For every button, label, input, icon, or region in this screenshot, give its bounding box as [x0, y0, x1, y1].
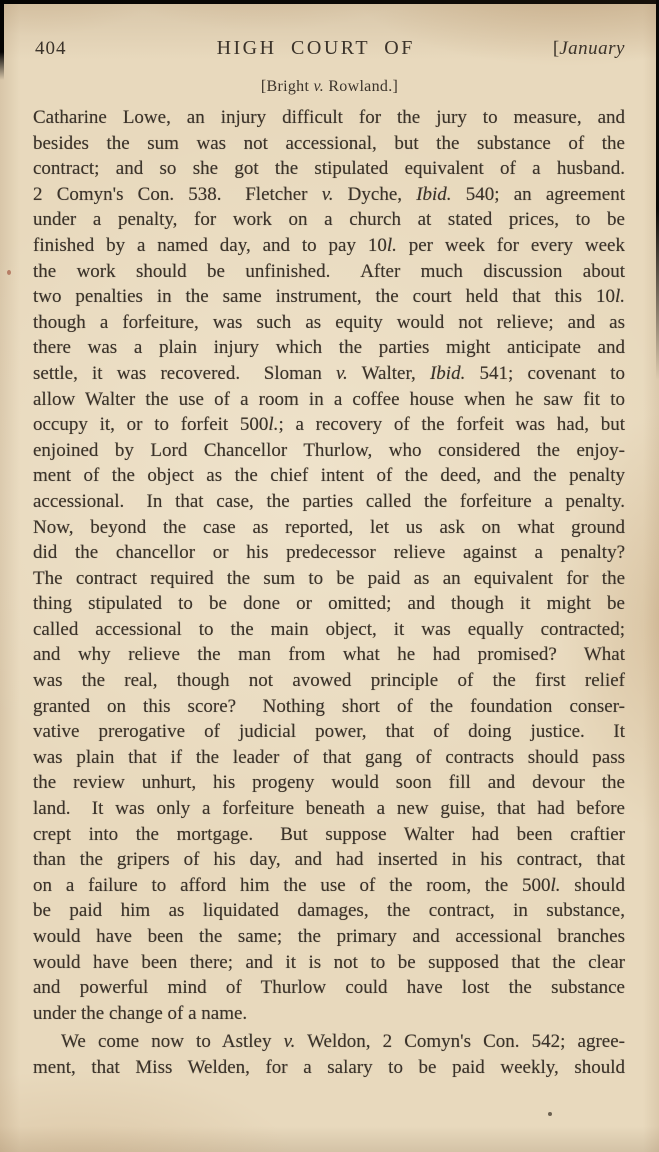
text-line: the work should be unfinished. After much discussion about — [33, 260, 625, 282]
text-line: and powerful mind of Thurlow could have lost the substance — [33, 977, 625, 999]
text-line: would have been there; and it is not to be supposed that the clear — [33, 951, 625, 973]
paper-speck — [548, 1112, 552, 1116]
text-line: would have been the same; the primary and accessional branches — [33, 926, 625, 947]
text-line: The contract required the sum to be paid as an equivalent for the — [33, 567, 625, 589]
text-line: allow Walter the use of a room in a coffee house when he saw fit to — [33, 388, 625, 410]
paragraph — [33, 105, 625, 1026]
scan-edge-top — [0, 0, 659, 4]
text-line: under a penalty, for work on a church at stated prices, to be — [33, 209, 625, 231]
text-line: occupy it, or to forfeit 500l.; a recovery of the forfeit was had, but — [33, 414, 625, 436]
text-line: did the chancellor or his predecessor relieve against a penalty? — [33, 542, 625, 564]
text-line: two penalties in the same instrument, the court held that this 10l. — [33, 286, 625, 308]
text-line: ment of the object as the chief intent of the deed, and the penalty — [33, 465, 625, 487]
paper-speck — [7, 270, 11, 275]
term-month-bracket: [ — [552, 38, 560, 59]
scan-edge-left — [0, 0, 4, 80]
page-number: 404 — [35, 38, 67, 59]
text-line: than the gripers of his day, and had inserted in his contract, that — [33, 849, 625, 871]
text-line: though a forfeiture, was such as equity would not relieve; and as — [33, 311, 625, 333]
running-title: HIGH COURT OF — [216, 37, 415, 59]
text-line: enjoined by Lord Chancellor Thurlow, who considered the enjoy- — [33, 439, 625, 461]
page-body — [33, 105, 625, 1081]
term-month-text: January — [559, 38, 625, 59]
text-line: thing stipulated to be done or omitted; and though it might be — [33, 593, 625, 615]
text-line: 2 Comyn's Con. 538. Fletcher v. Dyche, Ibid. 540; an agreement — [33, 183, 625, 205]
text-line: ment, that Miss Welden, for a salary to be paid weekly, should — [33, 1056, 625, 1078]
text-line: settle, it was recovered. Sloman v. Walter, Ibid. 541; covenant to — [33, 362, 626, 384]
text-line: Catharine Lowe, an injury difficult for the jury to measure, and — [33, 107, 625, 128]
text-line: finished by a named day, and to pay 10l. per week for every week — [33, 234, 625, 256]
case-caption-pre: [Bright — [260, 78, 314, 95]
text-line: We come now to Astley v. Weldon, 2 Comyn's Con. 542; agree- — [61, 1031, 625, 1053]
text-line: vative prerogative of judicial power, that of doing justice. It — [33, 721, 625, 743]
text-line: be paid him as liquidated damages, the contract, in substance, — [33, 900, 625, 922]
text-line: accessional. In that case, the parties called the forfeiture a penalty. — [33, 490, 625, 512]
text-line: was plain that if the leader of that gang of contracts should pass — [33, 746, 625, 768]
page-header — [35, 36, 625, 61]
text-line: called accessional to the main object, it was equally contracted; — [33, 618, 625, 640]
text-line: Now, beyond the case as reported, let us ask on what ground — [33, 516, 625, 538]
text-line: the review unhurt, his progeny would soon fill and devour the — [33, 772, 625, 794]
text-line: was the real, though not avowed principle of the first relief — [33, 670, 625, 692]
case-caption-v: v. — [313, 78, 325, 95]
text-line: contract; and so she got the stipulated equivalent of a husband. — [33, 158, 625, 180]
case-caption-post: Rowland.] — [324, 78, 399, 95]
case-caption — [0, 77, 659, 97]
text-line: under the change of a name. — [33, 1002, 248, 1024]
paragraph — [33, 1029, 625, 1080]
text-line: land. It was only a forfeiture beneath a new guise, that had before — [33, 798, 625, 820]
text-line: besides the sum was not accessional, but the substance of the — [33, 132, 625, 154]
text-line: there was a plain injury which the parties might anticipate and — [33, 337, 625, 359]
text-line: and why relieve the man from what he had promised? What — [33, 644, 625, 666]
term-month — [553, 37, 625, 61]
text-line: crept into the mortgage. But suppose Walter had been craftier — [33, 823, 625, 845]
text-line: on a failure to afford him the use of the room, the 500l. should — [33, 874, 625, 896]
text-line: granted on this score? Nothing short of the foundation conser- — [33, 695, 625, 717]
